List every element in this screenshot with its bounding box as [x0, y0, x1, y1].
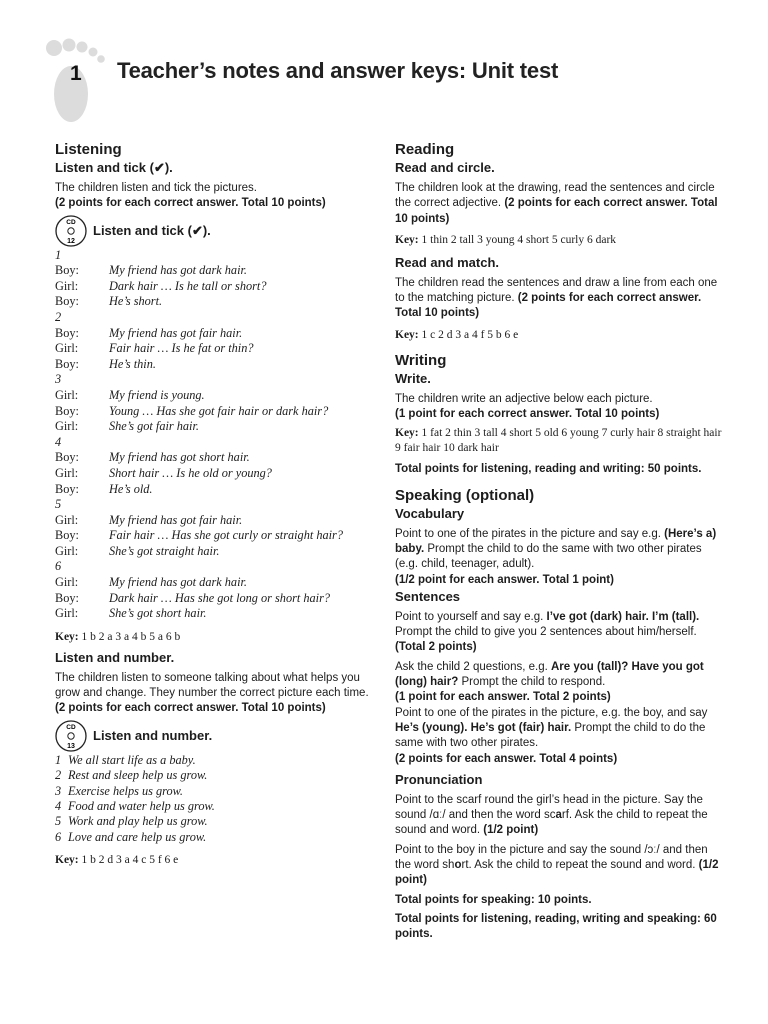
script-number: 4 [55, 434, 62, 449]
utterance: Fair hair … Has she got curly or straight hair? [109, 528, 343, 543]
utterance: My friend has got short hair. [109, 450, 250, 465]
script-line [55, 263, 377, 279]
writing-heading: Writing [395, 351, 447, 369]
numbered-script [55, 753, 377, 845]
speaker: Girl: [55, 512, 79, 527]
write-title: Write. [395, 370, 431, 386]
utterance: My friend has got fair hair. [109, 325, 243, 340]
utterance: She’s got short hair. [109, 606, 207, 621]
cd-task-title: Listen and tick (✔). [93, 222, 211, 238]
script-number: 6 [55, 559, 62, 574]
key-answers: 1 b 2 d 3 a 4 c 5 f 6 e [81, 854, 179, 867]
script-line [55, 575, 377, 591]
speaking-heading: Speaking (optional) [395, 486, 535, 504]
list-item [55, 814, 377, 829]
cd-icon [55, 215, 87, 247]
utterance: Dark hair … Has she got long or short hair? [109, 590, 331, 605]
utterance: My friend has got dark hair. [109, 263, 247, 278]
script-number: 3 [55, 372, 62, 387]
key-1 [55, 630, 377, 645]
sentences-item-3-points: (2 points for each answer. Total 4 points) [395, 752, 618, 765]
item-text: We all start life as a baby. [68, 752, 196, 767]
sentences-item-2-points: (1 point for each answer. Total 2 points) [395, 691, 611, 704]
sentences-title: Sentences [395, 588, 461, 604]
cd-track-13 [55, 720, 377, 752]
write-points: (1 point for each correct answer. Total 10 points) [395, 408, 660, 421]
key-2 [55, 853, 377, 868]
speaker: Boy: [55, 590, 79, 605]
item-text: Love and care help us grow. [68, 829, 207, 844]
read-circle-key: Key: 1 thin 2 tall 3 young 4 short 5 curly 6 dark [395, 233, 617, 246]
vocabulary-title: Vocabulary [395, 505, 465, 521]
utterance: My friend has got dark hair. [109, 575, 247, 590]
speaker: Girl: [55, 606, 79, 621]
speaker: Girl: [55, 575, 79, 590]
read-match-description: The children read the sentences and draw a line from each one to the matching picture. (2 points for each correct answer. Total 10 points) [395, 276, 718, 320]
list-item [55, 784, 377, 799]
utterance: He’s short. [109, 294, 163, 309]
speaker: Girl: [55, 419, 79, 434]
utterance: Fair hair … Is he fat or thin? [109, 341, 254, 356]
sentences-item-3: Point to one of the pirates in the picture, e.g. the boy, and say He’s (young). He’s got (fair) hair. Prompt the child to do the same with two other pirates. [395, 706, 708, 750]
speaker: Boy: [55, 294, 79, 309]
script-line [55, 466, 377, 482]
task2-description: The children listen to someone talking about what helps you grow and change. They number the correct picture each time. (2 points for each correct answer. Total 10 points) [55, 671, 369, 715]
speaker: Boy: [55, 356, 79, 371]
item-text: Exercise helps us grow. [68, 783, 183, 798]
list-item [55, 753, 377, 768]
read-match-points: (2 points for each correct answer. Total 10 points) [395, 292, 702, 320]
listening-heading: Listening [55, 141, 122, 158]
key-label: Key: [55, 630, 79, 643]
task1-points: (2 points for each correct answer. Total 10 points) [55, 197, 326, 210]
read-match-title: Read and match. [395, 254, 500, 270]
script-line [55, 606, 377, 622]
speaker: Boy: [55, 403, 79, 418]
cd-track-12 [55, 215, 377, 247]
write-key: Key: 1 fat 2 thin 3 tall 4 short 5 old 6 young 7 curly hair 8 straight hair 9 fair hair 10 dark hair [395, 427, 722, 455]
script-number: 2 [55, 309, 62, 324]
item-number: 5 [55, 814, 62, 829]
cd-label: CD [66, 218, 76, 226]
script-line [55, 544, 377, 560]
page-title: Teacher’s notes and answer keys: Unit test [117, 58, 559, 83]
pronunciation-title: Pronunciation [395, 771, 483, 787]
script-line [55, 326, 377, 342]
total-speaking: Total points for speaking: 10 points. [395, 893, 592, 906]
script-line [55, 482, 377, 498]
item-text: Food and water help us grow. [68, 798, 215, 813]
unit-number: 1 [70, 62, 82, 85]
speaker: Boy: [55, 481, 79, 496]
item-number: 3 [55, 783, 62, 798]
read-circle-description: The children look at the drawing, read the sentences and circle the correct adjective. (2 points for each correct answer. Total 10 points) [395, 182, 718, 225]
task1-title: Listen and tick (✔). [55, 160, 173, 175]
cd-icon [55, 720, 87, 752]
script-line [55, 528, 377, 544]
speaker: Girl: [55, 387, 79, 402]
speaker: Boy: [55, 263, 79, 278]
utterance: He’s thin. [109, 356, 156, 371]
script-line [55, 279, 377, 295]
script-line [55, 357, 377, 373]
utterance: He’s old. [109, 481, 153, 496]
key-label: Key: [55, 854, 79, 867]
utterance: She’s got fair hair. [109, 419, 199, 434]
script-line [55, 591, 377, 607]
utterance: My friend has got fair hair. [109, 512, 243, 527]
cd-task-title: Listen and number. [93, 728, 213, 744]
utterance: Short hair … Is he old or young? [109, 465, 272, 480]
sentences-item-2: Ask the child 2 questions, e.g. Are you (tall)? Have you got (long) hair? Prompt the child to respond. [395, 660, 704, 689]
audio-script [55, 248, 377, 622]
script-line [55, 294, 377, 310]
script-line [55, 450, 377, 466]
cd-number: 12 [67, 237, 75, 245]
script-line [55, 404, 377, 420]
item-number: 6 [55, 829, 62, 844]
pronunciation-item-1: Point to the scarf round the girl’s head in the picture. Say the sound /ɑː/ and then the word scarf. Ask the child to repeat the sound and word. (1/2 point) [395, 793, 708, 837]
write-description: The children write an adjective below each picture. [395, 392, 653, 405]
utterance: She’s got straight hair. [109, 543, 220, 558]
right-column [395, 140, 725, 943]
utterance: Dark hair … Is he tall or short? [109, 278, 267, 293]
sentences-item-1: Point to yourself and say e.g. I’ve got (dark) hair. I’m (tall). Prompt the child to give you 2 sentences about him/herself. (Total 2 points) [395, 610, 700, 654]
script-number: 5 [55, 497, 62, 512]
item-number: 1 [55, 752, 62, 767]
pronunciation-item-2: Point to the boy in the picture and say the sound /ɔː/ and then the word short. Ask the child to repeat the sound and word. (1/2 point) [395, 843, 719, 887]
speaker: Boy: [55, 450, 79, 465]
key-answers: 1 b 2 a 3 a 4 b 5 a 6 b [81, 630, 181, 643]
speaker: Girl: [55, 465, 79, 480]
script-number: 1 [55, 247, 62, 262]
vocabulary-description: Point to one of the pirates in the picture and say e.g. (Here’s a) baby. Prompt the child to do the same with two other pirates (e.g. child, teenager, adult). [395, 527, 717, 571]
total-all: Total points for listening, reading, writing and speaking: 60 points. [395, 912, 717, 941]
speaker: Boy: [55, 528, 79, 543]
list-item [55, 768, 377, 783]
total-lrw: Total points for listening, reading and writing: 50 points. [395, 463, 702, 476]
read-match-key: Key: 1 c 2 d 3 a 4 f 5 b 6 e [395, 328, 519, 341]
script-line [55, 513, 377, 529]
speaker: Girl: [55, 278, 79, 293]
list-item [55, 799, 377, 814]
speaker: Girl: [55, 543, 79, 558]
read-circle-points: (2 points for each correct answer. Total 10 points) [395, 197, 718, 225]
script-line [55, 388, 377, 404]
item-number: 2 [55, 768, 62, 783]
script-line [55, 341, 377, 357]
vocabulary-points: (1/2 point for each answer. Total 1 point) [395, 573, 614, 586]
cd-number: 13 [67, 742, 75, 750]
script-line [55, 419, 377, 435]
cd-label: CD [66, 723, 76, 731]
item-text: Rest and sleep help us grow. [68, 768, 208, 783]
utterance: Young … Has she got fair hair or dark hair? [109, 403, 329, 418]
task2-points: (2 points for each correct answer. Total 10 points) [55, 702, 326, 715]
task2-title: Listen and number. [55, 649, 175, 665]
reading-heading: Reading [395, 141, 455, 158]
left-column [55, 140, 377, 868]
speaker: Girl: [55, 341, 79, 356]
utterance: My friend is young. [109, 387, 205, 402]
task1-description: The children listen and tick the pictures. [55, 182, 257, 194]
list-item [55, 830, 377, 845]
item-number: 4 [55, 798, 62, 813]
speaker: Boy: [55, 325, 79, 340]
item-text: Work and play help us grow. [68, 814, 208, 829]
read-circle-title: Read and circle. [395, 160, 495, 175]
